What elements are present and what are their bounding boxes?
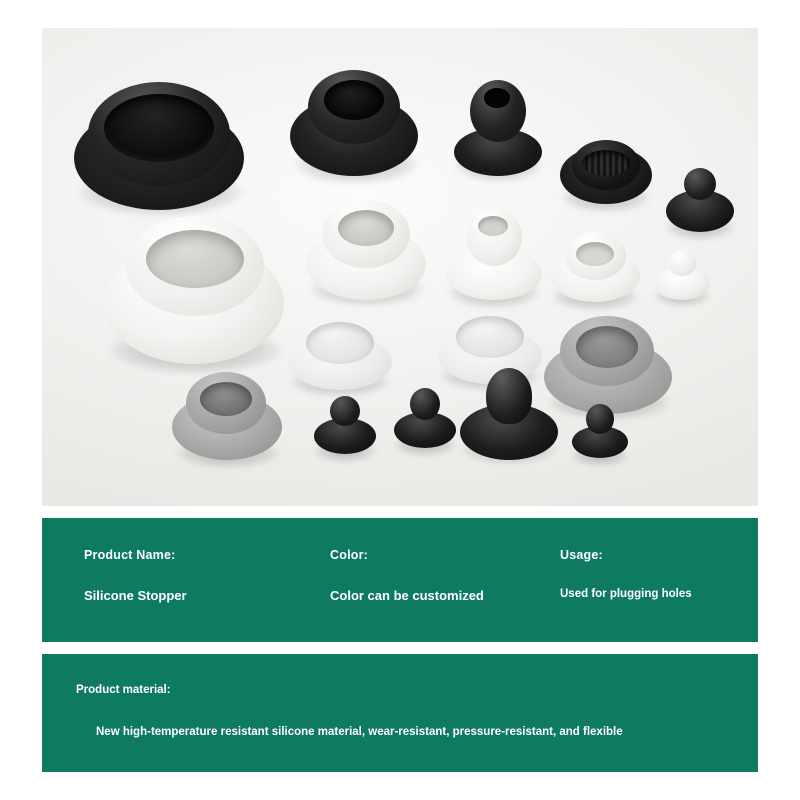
material-label: Product material: (76, 684, 171, 696)
product-photo (42, 28, 758, 506)
material-value: New high-temperature resistant silicone material, wear-resistant, pressure-resistant, and flexible (96, 726, 623, 738)
photo-background (42, 28, 758, 506)
color-label: Color: (330, 548, 368, 562)
black-cone-plug (460, 368, 558, 466)
white-medium-flanged-plug (306, 200, 426, 306)
material-band (42, 654, 758, 772)
black-mini-plug-2 (394, 388, 456, 456)
black-ribbed-cap (560, 136, 652, 212)
white-mini-mushroom-plug (654, 250, 710, 306)
gray-medium-flanged-plug (172, 372, 282, 468)
product-name-value: Silicone Stopper (84, 588, 187, 603)
translucent-flat-plug-left (288, 316, 392, 396)
white-small-ring-plug (550, 230, 640, 310)
product-name-label: Product Name: (84, 548, 176, 562)
black-mushroom-plug (666, 168, 734, 240)
black-small-hole-plug (454, 80, 542, 182)
black-medium-flanged-plug (290, 70, 418, 184)
usage-value: Used for plugging holes (560, 588, 692, 600)
white-step-plug (446, 208, 542, 308)
black-mini-plug-3 (572, 404, 628, 466)
black-large-flanged-plug (74, 76, 244, 216)
spec-band (42, 518, 758, 642)
usage-label: Usage: (560, 548, 603, 562)
black-mini-plug-1 (314, 396, 376, 462)
color-value: Color can be customized (330, 588, 484, 603)
white-large-dome-plug (104, 216, 284, 374)
